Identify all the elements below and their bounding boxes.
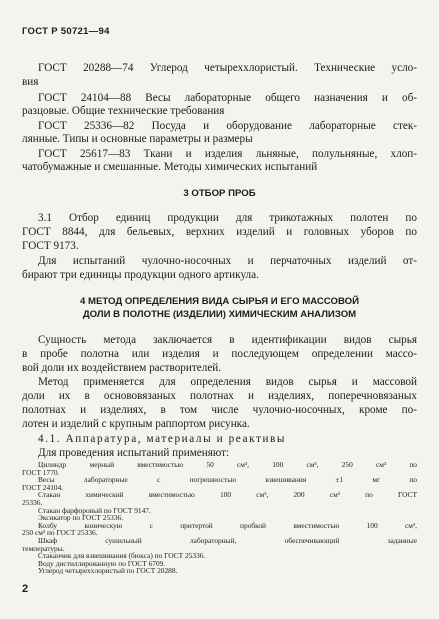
body-line: ГОСТ 1770. xyxy=(22,467,60,477)
body-line: ГОСТ 9173. xyxy=(22,240,79,252)
body-line: температуры. xyxy=(22,543,65,553)
body-line: доли их в основовязаных полотнах и изделиях, поперечновязаных xyxy=(22,390,417,402)
body-line: 3.1 Отбор единиц продукции для трикотажных полотен по xyxy=(38,212,417,224)
body-line: Шкаф сушильный лабораторный, обеспечивающий заданные xyxy=(38,536,417,545)
body-line: Углерод четыреххлористый по ГОСТ 20288. xyxy=(38,566,178,576)
ref-line: чатобумажные и смешанные. Методы химических испытаний xyxy=(22,161,318,173)
body-line: вой доли их воздействием растворителей. xyxy=(22,362,222,374)
body-line: ГОСТ 24104. xyxy=(22,482,64,492)
body-line: Колбу коническую с притертой пробкой вместимостью 100 см³, xyxy=(38,520,417,530)
body-line: Стакан химический вместимостью 100 см³, 200 см³ по ГОСТ xyxy=(38,490,417,500)
body-line: ГОСТ 8844, для бельевых, верхних изделий и головных уборов по xyxy=(22,226,417,238)
page-number: 2 xyxy=(22,583,29,595)
body-line: Сущность метода заключается в идентификации видов сырья xyxy=(38,334,417,346)
body-line: в пробе полотна или изделия и последующем определении массо- xyxy=(22,348,417,360)
body-line: Воду дистиллированную по ГОСТ 6709. xyxy=(38,558,166,568)
body-line: Цилиндр мерный вместимостью 50 см³, 100 см³, 250 см³ по xyxy=(38,460,417,469)
ref-line: вия xyxy=(22,76,39,88)
subsection-title: 4.1. Аппаратура, материалы и реактивы xyxy=(38,433,287,445)
running-header: ГОСТ Р 50721—94 xyxy=(22,26,110,37)
section-title: ДОЛИ В ПОЛОТНЕ (ИЗДЕЛИИ) ХИМИЧЕСКИМ АНАЛИЗОМ xyxy=(82,309,357,320)
body-line: полотнах и изделиях, в том числе чулочно-носочных, кроме по- xyxy=(22,404,417,416)
body-line: Для испытаний чулочно-носочных и перчаточных изделий от- xyxy=(38,255,417,267)
ref-line: ГОСТ 24104—88 Весы лабораторные общего назначения и об- xyxy=(38,92,417,104)
body-line: Для проведения испытаний применяют: xyxy=(38,447,230,459)
body-line: Стакан фарфоровый по ГОСТ 9147. xyxy=(38,505,151,515)
body-line: 250 см³ по ГОСТ 25336. xyxy=(22,528,98,538)
section-title: 4 МЕТОД ОПРЕДЕЛЕНИЯ ВИДА СЫРЬЯ И ЕГО МАССОВОЙ xyxy=(79,296,360,307)
body-line: лотен и изделий с крупным раппортом рисунка. xyxy=(22,418,250,430)
ref-line: ГОСТ 20288—74 Углерод четыреххлористый. Технические усло- xyxy=(38,62,417,74)
body-line: Метод применяется для определения видов сырья и массовой xyxy=(38,376,417,388)
body-line: 25336. xyxy=(22,498,43,507)
body-line: Эксикатор по ГОСТ 25336. xyxy=(38,513,124,523)
section-title: 3 ОТБОР ПРОБ xyxy=(183,188,256,199)
ref-line: разцовые. Общие технические требования xyxy=(22,105,225,117)
body-line: бирают три единицы продукции одного артикула. xyxy=(22,269,259,281)
body-line: Стаканчик для взвешивания (бюкса) по ГОСТ 25336. xyxy=(38,551,206,561)
ref-line: ГОСТ 25336—82 Посуда и оборудование лабораторные стек- xyxy=(38,120,417,132)
ref-line: ГОСТ 25617—83 Ткани и изделия льняные, полульняные, хлоп- xyxy=(38,148,417,160)
body-line: Весы лабораторные с погрешностью взвешивания ±1 мг по xyxy=(38,475,417,485)
ref-line: лянные. Типы и основные параметры и размеры xyxy=(22,133,253,145)
